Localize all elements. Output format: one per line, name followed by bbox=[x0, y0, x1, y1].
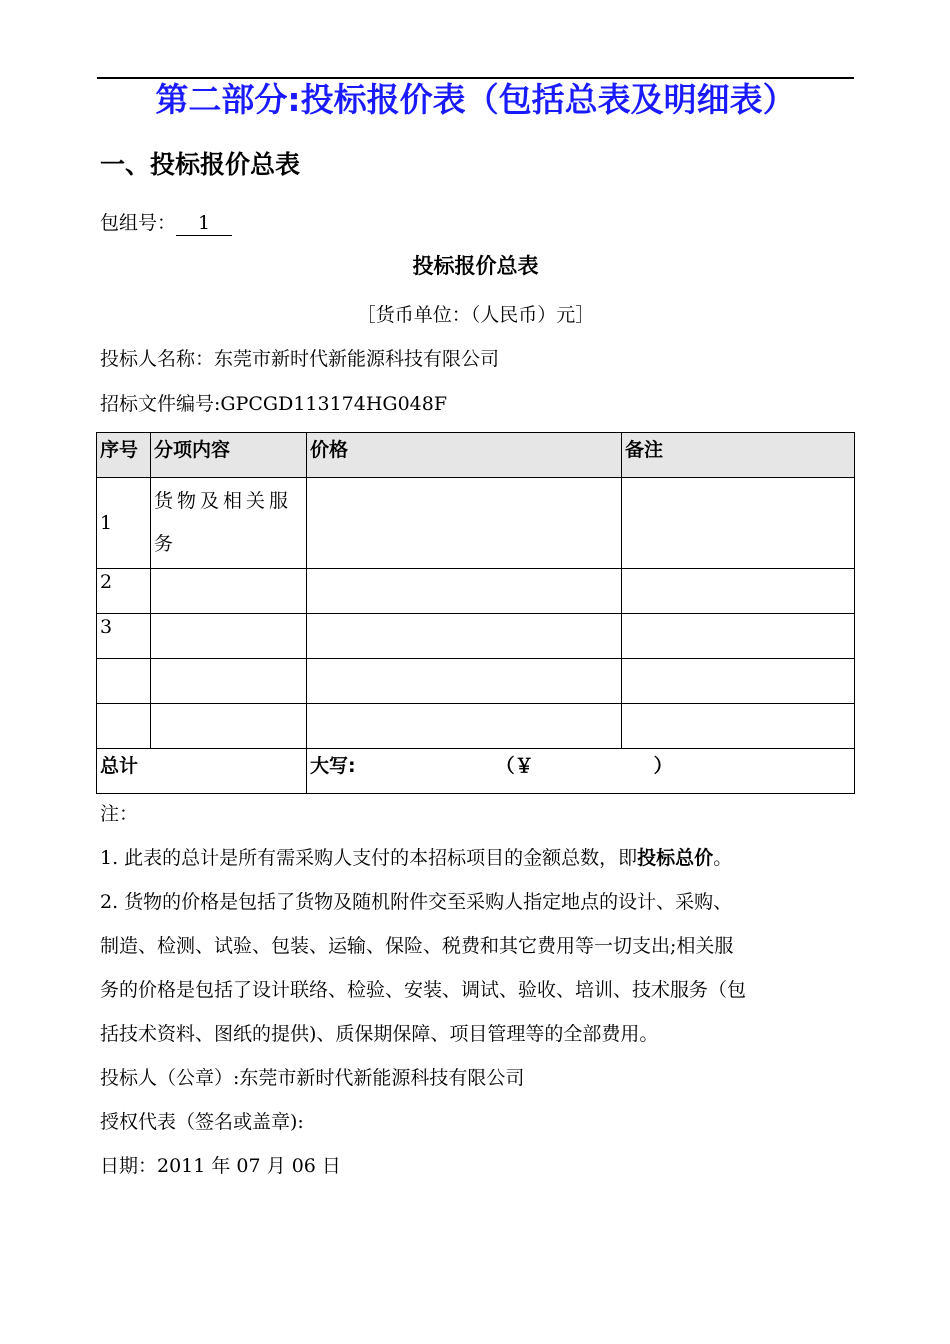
row-item bbox=[151, 614, 307, 659]
row-remark bbox=[622, 659, 855, 704]
row-item bbox=[151, 478, 307, 569]
table-row bbox=[97, 659, 855, 704]
notes-section bbox=[100, 792, 870, 1188]
row-item bbox=[151, 659, 307, 704]
date-line: 日期：2011 年 07 月 06 日 bbox=[100, 1155, 341, 1177]
row-price bbox=[307, 704, 622, 749]
row-price bbox=[307, 659, 622, 704]
total-yen-close: ） bbox=[653, 755, 673, 777]
tender-doc-line bbox=[100, 389, 447, 416]
authorized-rep-line: 授权代表（签名或盖章): bbox=[100, 1111, 304, 1133]
notes-label: 注： bbox=[100, 803, 139, 825]
row-no bbox=[97, 659, 151, 704]
note-1-suffix: 。 bbox=[713, 847, 733, 869]
tender-doc-value: GPCGD113174HG048F bbox=[220, 393, 448, 415]
row-remark bbox=[622, 614, 855, 659]
currency-unit: ［货币单位：（人民币）元］ bbox=[356, 304, 595, 326]
package-line bbox=[100, 208, 232, 236]
header-no: 序号 bbox=[97, 433, 151, 478]
row-no: 1 bbox=[97, 478, 151, 569]
bidder-name-value: 东莞市新时代新能源科技有限公司 bbox=[214, 348, 500, 370]
row-remark bbox=[622, 478, 855, 569]
row-item bbox=[151, 704, 307, 749]
table-row bbox=[97, 478, 855, 569]
row-price bbox=[307, 614, 622, 659]
total-label: 总计 bbox=[97, 749, 307, 794]
note-2-line-4: 括技术资料、图纸的提供)、质保期保障、项目管理等的全部费用。 bbox=[100, 1023, 659, 1045]
header-remark: 备注 bbox=[622, 433, 855, 478]
row-price bbox=[307, 569, 622, 614]
bidder-seal-line: 投标人（公章）:东莞市新时代新能源科技有限公司 bbox=[100, 1067, 525, 1089]
row-no: 2 bbox=[97, 569, 151, 614]
row-remark bbox=[622, 704, 855, 749]
bidder-name-line bbox=[100, 344, 499, 371]
section-title: 一、投标报价总表 bbox=[100, 150, 301, 179]
bidder-name-label: 投标人名称： bbox=[100, 348, 215, 370]
quote-summary-table bbox=[96, 432, 855, 794]
total-upper-label: 大写: bbox=[310, 755, 356, 777]
package-value: 1 bbox=[176, 211, 232, 236]
table-header-row bbox=[97, 433, 855, 478]
total-yen-open: （￥ bbox=[495, 755, 534, 777]
header-item: 分项内容 bbox=[151, 433, 307, 478]
tender-doc-label: 招标文件编号: bbox=[100, 393, 221, 415]
part-title: 第二部分:投标报价表（包括总表及明细表） bbox=[155, 80, 796, 119]
row-item bbox=[151, 569, 307, 614]
note-1-bold: 投标总价 bbox=[637, 847, 714, 869]
row-no: 3 bbox=[97, 614, 151, 659]
table-row bbox=[97, 569, 855, 614]
note-item-1 bbox=[100, 836, 870, 880]
table-title: 投标报价总表 bbox=[412, 254, 539, 278]
row-item-text: 货物及相关服务 bbox=[154, 490, 293, 555]
total-amount-cell bbox=[307, 749, 855, 794]
table-row bbox=[97, 614, 855, 659]
note-2-line-2: 制造、检测、试验、包装、运输、保险、税费和其它费用等一切支出;相关服 bbox=[100, 935, 734, 957]
note-2-line-3: 务的价格是包括了设计联络、检验、安装、调试、验收、培训、技术服务（包 bbox=[100, 979, 747, 1001]
row-remark bbox=[622, 569, 855, 614]
table-row bbox=[97, 704, 855, 749]
header-price: 价格 bbox=[307, 433, 622, 478]
package-label: 包组号： bbox=[100, 212, 177, 234]
table-total-row bbox=[97, 749, 855, 794]
row-price bbox=[307, 478, 622, 569]
note-2-line-1: 2. 货物的价格是包括了货物及随机附件交至采购人指定地点的设计、采购、 bbox=[100, 891, 733, 913]
row-no bbox=[97, 704, 151, 749]
note-1-prefix: 1. 此表的总计是所有需采购人支付的本招标项目的金额总数，即 bbox=[100, 847, 638, 869]
